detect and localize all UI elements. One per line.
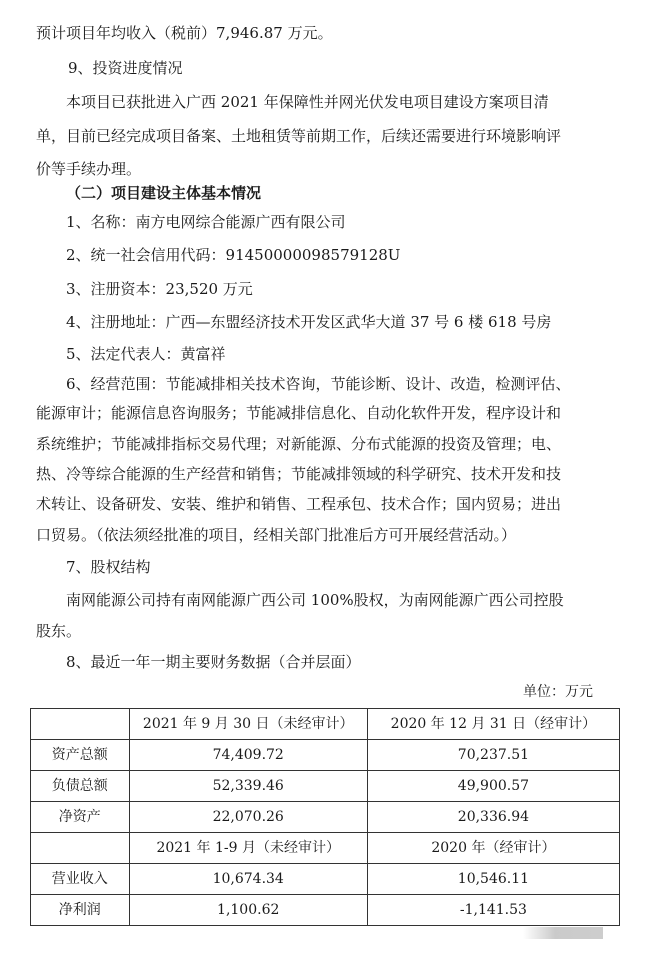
table-cell <box>31 833 130 864</box>
table-cell: 10,546.11 <box>367 864 619 895</box>
table-header-cell: 2020 年（经审计） <box>367 833 619 864</box>
table-cell: 52,339.46 <box>129 771 367 802</box>
text-line: 1、名称：南方电网综合能源广西有限公司 <box>66 213 346 231</box>
table-row <box>31 895 620 926</box>
table-header-cell: 2021 年 9 月 30 日（未经审计） <box>129 709 367 740</box>
text-line: 6、经营范围：节能减排相关技术咨询，节能诊断、设计、改造，检测评估、 <box>66 375 571 393</box>
text-line: 价等手续办理。 <box>36 160 142 178</box>
table-cell: 70,237.51 <box>367 740 619 771</box>
text-line: 4、注册地址：广西—东盟经济技术开发区武华大道 37 号 6 楼 618 号房 <box>66 313 552 331</box>
unit-label: 单位：万元 <box>523 684 593 700</box>
text-line: 能源审计；能源信息咨询服务；节能减排信息化、自动化软件开发，程序设计和 <box>36 404 562 422</box>
text-line: 2、统一社会信用代码：91450000098579128U <box>66 246 401 264</box>
text-line: 热、冷等综合能源的生产经营和销售；节能减排领域的科学研究、技术开发和技 <box>36 465 562 483</box>
text-line: 术转让、设备研发、安装、维护和销售、工程承包、技术合作；国内贸易；进出 <box>36 495 562 513</box>
financial-table <box>30 708 620 926</box>
row-label: 净资产 <box>31 802 130 833</box>
table-header-cell: 2020 年 12 月 31 日（经审计） <box>367 709 619 740</box>
section-heading: 7、股权结构 <box>66 558 151 576</box>
text-line: 系统维护；节能减排指标交易代理；对新能源、分布式能源的投资及管理；电、 <box>36 435 562 453</box>
table-cell <box>31 709 130 740</box>
table-cell: 49,900.57 <box>367 771 619 802</box>
text-line: 3、注册资本：23,520 万元 <box>66 280 253 298</box>
table-cell: -1,141.53 <box>367 895 619 926</box>
text-line: 南网能源公司持有南网能源广西公司 100%股权，为南网能源广西公司控股 <box>66 591 564 609</box>
table-header-row <box>31 833 620 864</box>
table-cell: 22,070.26 <box>129 802 367 833</box>
row-label: 营业收入 <box>31 864 130 895</box>
table-cell: 1,100.62 <box>129 895 367 926</box>
table-cell: 74,409.72 <box>129 740 367 771</box>
text-line: 单，目前已经完成项目备案、土地租赁等前期工作，后续还需要进行环境影响评 <box>36 127 562 145</box>
text-line: 5、法定代表人：黄富祥 <box>66 345 226 363</box>
table-cell: 20,336.94 <box>367 802 619 833</box>
text-line: 股东。 <box>36 622 82 640</box>
table-row <box>31 771 620 802</box>
row-label: 资产总额 <box>31 740 130 771</box>
section-heading: 9、投资进度情况 <box>68 59 183 77</box>
watermark-overlay <box>523 927 603 939</box>
table-row <box>31 864 620 895</box>
table-header-row <box>31 709 620 740</box>
text-line: 预计项目年均收入（税前）7,946.87 万元。 <box>36 24 333 42</box>
row-label: 负债总额 <box>31 771 130 802</box>
table-cell: 10,674.34 <box>129 864 367 895</box>
table-row <box>31 740 620 771</box>
table-header-cell: 2021 年 1-9 月（未经审计） <box>129 833 367 864</box>
subsection-heading: （二）项目建设主体基本情况 <box>66 184 262 202</box>
text-line: 口贸易。（依法须经批准的项目，经相关部门批准后方可开展经营活动。） <box>36 526 517 544</box>
text-line: 本项目已获批进入广西 2021 年保障性并网光伏发电项目建设方案项目清 <box>66 93 549 111</box>
section-heading: 8、最近一年一期主要财务数据（合并层面） <box>66 653 361 671</box>
table-row <box>31 802 620 833</box>
row-label: 净利润 <box>31 895 130 926</box>
